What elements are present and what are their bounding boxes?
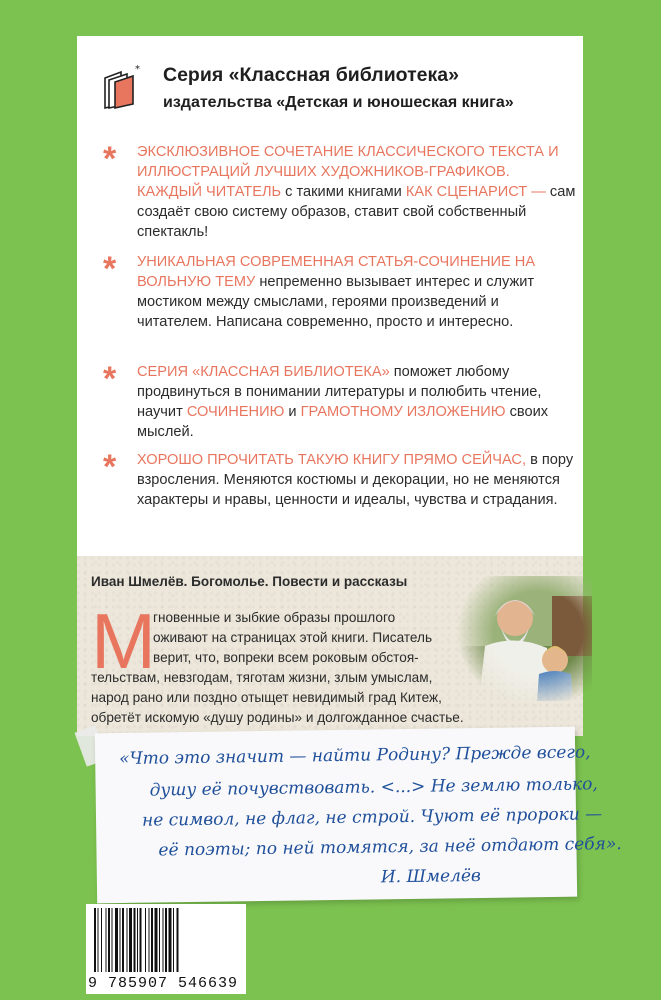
blurb-1: ЭКСКЛЮЗИВНОЕ СОЧЕТАНИЕ КЛАССИЧЕСКОГО ТЕКСТА И ИЛЛЮСТРАЦИЙ ЛУЧШИХ ХУДОЖНИКОВ-ГРАФИКОВ. КАЖДЫЙ ЧИТАТЕЛЬ с такими книгами КАК СЦЕНАРИСТ — сам создаёт свою систему образов, ставит свой собственный спектакль! bbox=[137, 144, 576, 240]
barcode-bar bbox=[173, 908, 174, 972]
description-line: народ рано или поздно отыщет невидимый град Китеж, bbox=[91, 690, 442, 705]
barcode-bar bbox=[106, 908, 107, 972]
series-publisher: издательства «Детская и юношеская книга» bbox=[163, 94, 514, 111]
description-line: гновенные и зыбкие образы прошлого bbox=[153, 610, 396, 625]
barcode-bar bbox=[159, 908, 160, 972]
barcode-bar bbox=[101, 908, 102, 972]
barcode-bar bbox=[98, 908, 99, 972]
barcode-bar bbox=[94, 908, 96, 972]
quote-line: «Что это значит — найти Родину? Прежде всего, bbox=[119, 742, 591, 770]
quote-line: душу её почувствовать. <...> Не землю только, bbox=[149, 774, 599, 801]
blurb-4: ХОРОШО ПРОЧИТАТЬ ТАКУЮ КНИГУ ПРЯМО СЕЙЧАС, в пору взросления. Меняются костюмы и декорации, но не меняются характеры и нравы, ценности и идеалы, чувства и страдания. bbox=[137, 452, 574, 508]
barcode-bar bbox=[145, 908, 146, 972]
barcode-bar bbox=[163, 908, 164, 972]
description-line: тельствам, невзгодам, тяготам жизни, злым умыслам, bbox=[91, 670, 433, 685]
barcode-bar bbox=[140, 908, 142, 972]
isbn-number: 9 785907 546639 bbox=[88, 975, 239, 992]
blurb-3: СЕРИЯ «КЛАССНАЯ БИБЛИОТЕКА» поможет любому продвинуться в понимании литературы и полюбить чтение, научит СОЧИНЕНИЮ и ГРАМОТНОМУ ИЗЛОЖЕНИЮ своих мыслей. bbox=[137, 364, 549, 440]
barcode-bar bbox=[165, 908, 167, 972]
description-line: оживают на страницах этой книги. Писатель bbox=[153, 630, 433, 645]
asterisk-bullet-icon: * bbox=[103, 360, 117, 398]
book-description-section bbox=[77, 556, 583, 736]
description-line: верит, что, вопреки всем роковым обстоя- bbox=[153, 650, 419, 665]
asterisk-bullet-icon: * bbox=[103, 250, 117, 288]
quote-author: И. Шмелёв bbox=[380, 865, 481, 888]
barcode-bar bbox=[115, 908, 118, 972]
quote-card bbox=[95, 727, 622, 904]
blurb-2: УНИКАЛЬНАЯ СОВРЕМЕННАЯ СТАТЬЯ-СОЧИНЕНИЕ НА ВОЛЬНУЮ ТЕМУ непременно вызывает интерес и служит мостиком между смыслами, героями произведений и читателем. Написана современно, просто и интересно. bbox=[137, 254, 536, 330]
series-title: Серия «Классная библиотека» bbox=[163, 64, 459, 86]
description-line: обретёт искомую «душу родины» и долгожданное счастье. bbox=[91, 710, 464, 725]
book-title: Иван Шмелёв. Богомолье. Повести и рассказы bbox=[91, 574, 408, 589]
asterisk-bullet-icon: * bbox=[103, 448, 117, 486]
barcode bbox=[86, 904, 246, 994]
barcode-bar bbox=[151, 908, 153, 972]
quote-line: не символ, не флаг, не строй. Чуют её пророки — bbox=[141, 804, 603, 831]
barcode-bar bbox=[137, 908, 138, 972]
barcode-bar bbox=[120, 908, 121, 972]
series-info-panel bbox=[77, 36, 583, 556]
illustration-old-man-and-boy bbox=[457, 576, 592, 701]
barcode-bar bbox=[169, 908, 172, 972]
barcode-bar bbox=[155, 908, 158, 972]
barcode-bar bbox=[108, 908, 110, 972]
barcode-bar bbox=[122, 908, 124, 972]
barcode-bars bbox=[86, 904, 246, 974]
svg-text:*: * bbox=[135, 64, 140, 75]
barcode-bar bbox=[149, 908, 150, 972]
barcode-bar bbox=[177, 908, 179, 972]
book-series-logo-icon bbox=[101, 64, 141, 110]
barcode-bar bbox=[112, 908, 113, 972]
drop-cap: М bbox=[91, 597, 156, 685]
barcode-bar bbox=[134, 908, 136, 972]
barcode-bar bbox=[129, 908, 132, 972]
barcode-bar bbox=[127, 908, 128, 972]
asterisk-bullet-icon: * bbox=[103, 140, 117, 178]
quote-line: её поэты; по ней томятся, за неё отдают себя». bbox=[158, 834, 622, 861]
